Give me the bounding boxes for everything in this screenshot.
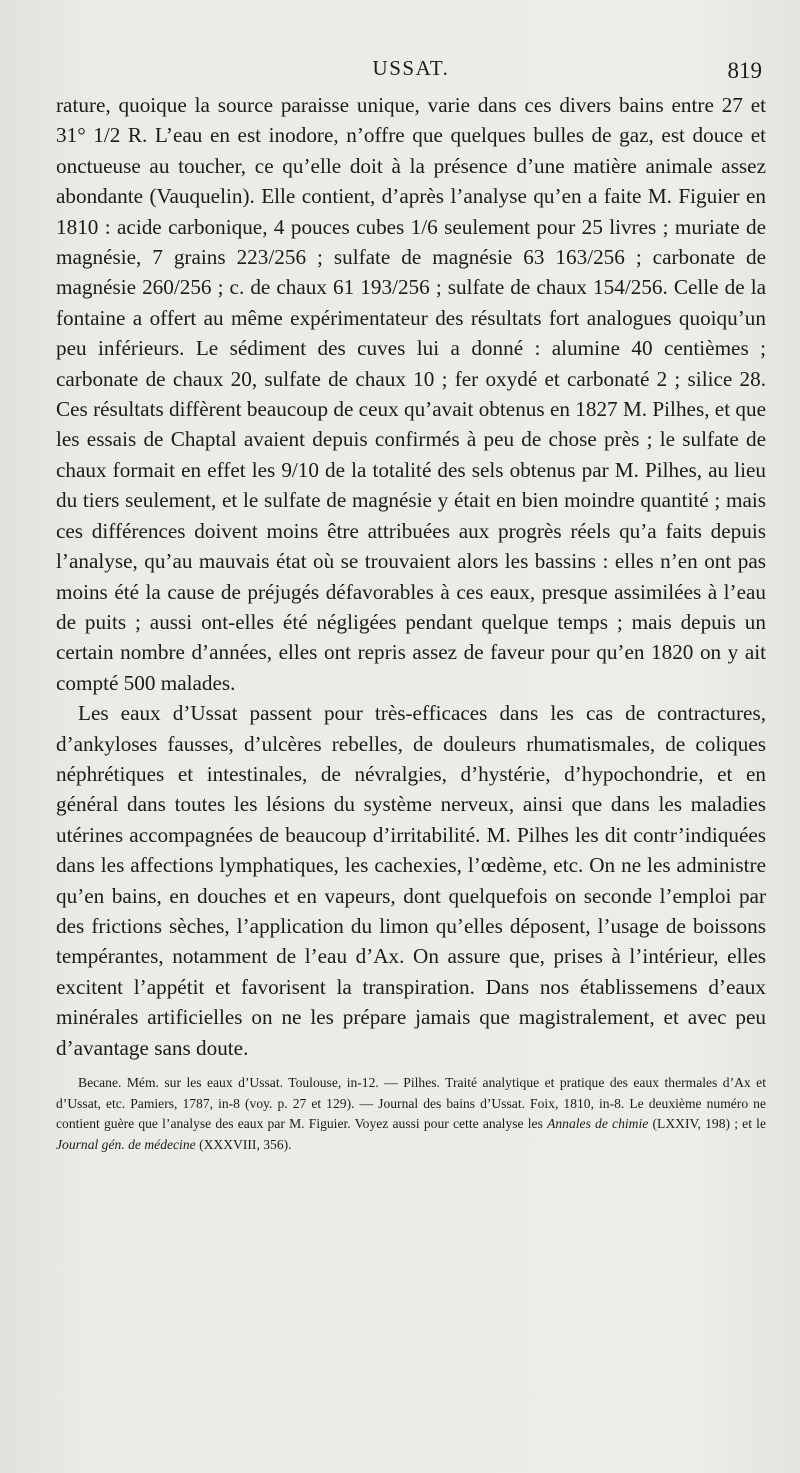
page-header [56,52,766,90]
reference-text-3: (XXXVIII, 356). [199,1136,292,1152]
paragraph-indications: Les eaux d’Ussat passent pour très-efficaces dans les cas de contractures, d’ankyloses fausses, d’ulcères rebelles, de douleurs rhumatismales, de coliques néphrétiques et intestinales, de névralgies, d’hystérie, d’hypochondrie, et en général dans toutes les lésions du système nerveux, ainsi que dans les maladies utérines accompagnées de beaucoup d’irritabilité. M. Pilhes les dit contr’indiquées dans les affections lymphatiques, les cachexies, l’œdème, etc. On ne les administre qu’en bains, en douches et en vapeurs, dont quelquefois on seconde l’emploi par des frictions sèches, l’application du limon qu’elles déposent, l’usage de boissons tempérantes, notamment de l’eau d’Ax. On assure que, prises à l’intérieur, elles excitent l’appétit et favorisent la transpiration. Dans nos établissemens d’eaux minérales artificielles on ne les prépare jamais que magistralement, et avec peu d’avantage sans doute. [56,701,766,1060]
page-number: 819 [727,58,762,83]
body-text [56,90,766,1063]
reference-journal-medecine: Journal gén. de médecine [56,1136,196,1152]
reference-text-2: (LXXIV, 198) ; et le [652,1116,766,1132]
running-head: USSAT. [372,56,450,80]
reference-text-1: Becane. Mém. sur les eaux d’Ussat. Toulouse, in-12. — Pilhes. Traité analytique et pratique des eaux thermales d’Ax et d’Ussat, etc. Pamiers, 1787, in-8 (voy. p. 27 et 129). — Journal des bains d’Ussat. Foix, 1810, in-8. Le deuxième numéro ne contient guère que l’analyse des eaux par M. Figuier. Voyez aussi pour cette analyse les [56,1075,766,1132]
reference-journal-annales: Annales de chimie [547,1116,649,1132]
bibliography-note [56,1073,766,1155]
paragraph-continued: rature, quoique la source paraisse unique, varie dans ces divers bains entre 27 et 31° 1/2 R. L’eau en est inodore, n’offre que quelques bulles de gaz, est douce et onctueuse au toucher, ce qu’elle doit à la présence d’une matière animale assez abondante (Vauquelin). Elle contient, d’après l’analyse qu’en a faite M. Figuier en 1810 : acide carbonique, 4 pouces cubes 1/6 seulement pour 25 livres ; muriate de magnésie, 7 grains 223/256 ; sulfate de magnésie 63 163/256 ; carbonate de magnésie 260/256 ; c. de chaux 61 193/256 ; sulfate de chaux 154/256. Celle de la fontaine a offert au même expérimentateur des résultats fort analogues quoiqu’un peu inférieurs. Le sédiment des cuves lui a donné : alumine 40 centièmes ; carbonate de chaux 20, sulfate de chaux 10 ; fer oxydé et carbonaté 2 ; silice 28. Ces résultats diffèrent beaucoup de ceux qu’avait obtenus en 1827 M. Pilhes, et que les essais de Chaptal avaient depuis confirmés à peu de chose près ; le sulfate de chaux formait en effet les 9/10 de la totalité des sels obtenus par M. Pilhes, au lieu du tiers seulement, et le sulfate de magnésie y était en bien moindre quantité ; mais ces différences doivent moins être attribuées aux progrès réels qu’a faits depuis l’analyse, qu’au mauvais état où se trouvaient alors les bassins : elles n’en ont pas moins été la cause de préjugés défavorables à ces eaux, presque assimilées à l’eau de puits ; aussi ont-elles été négligées pendant quelque temps ; mais depuis un certain nombre d’années, elles ont repris assez de faveur pour qu’en 1820 on y ait compté 500 malades. [56,93,766,695]
